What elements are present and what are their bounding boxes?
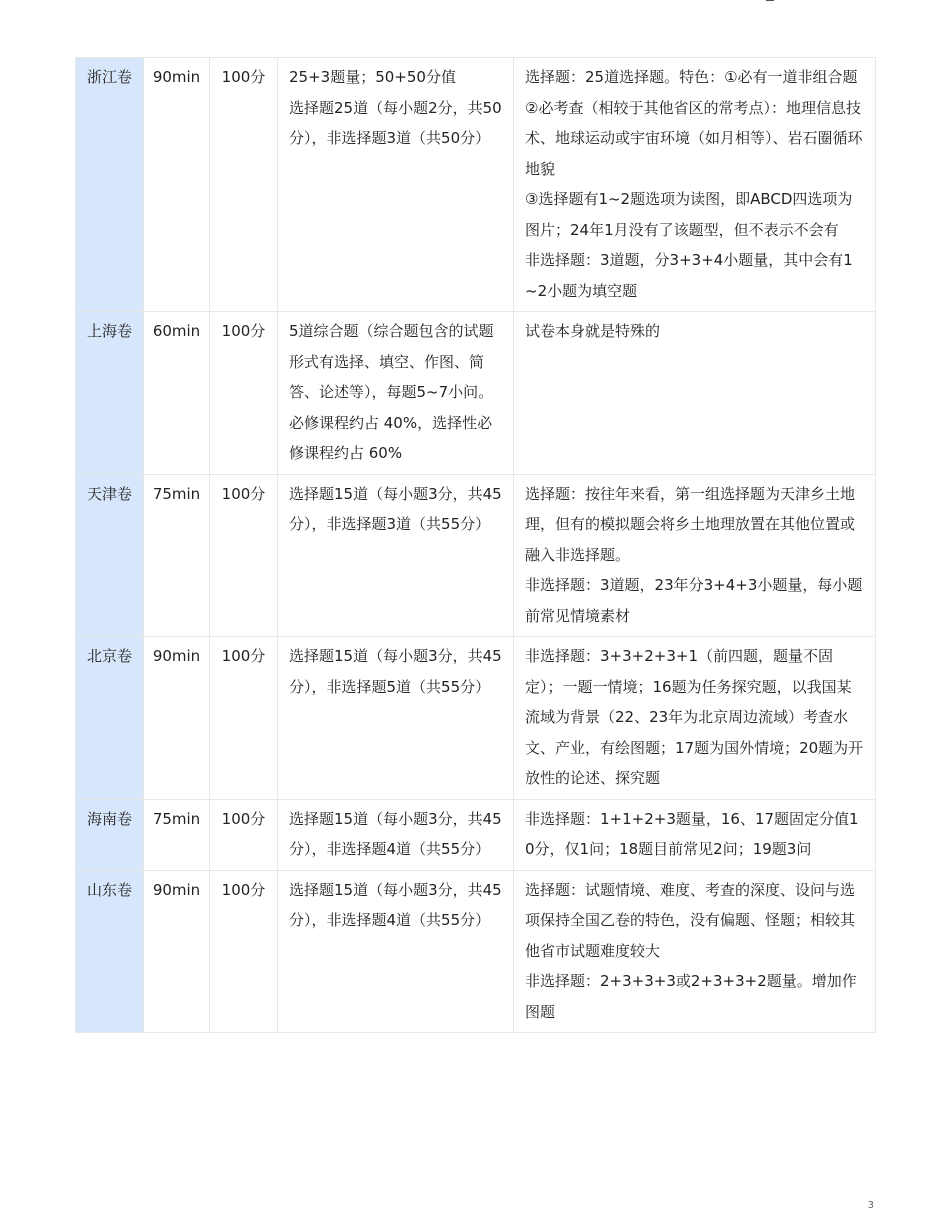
- structure-cell: [278, 799, 514, 870]
- duration-cell: 60min: [144, 312, 210, 475]
- top-edge-mark: [766, 0, 774, 1]
- structure-cell: [278, 637, 514, 800]
- score-cell: 100分: [210, 870, 278, 1033]
- features-cell: [514, 58, 876, 312]
- page-number: 3: [867, 1200, 874, 1211]
- score-cell: 100分: [210, 312, 278, 475]
- region-cell: 山东卷: [76, 870, 144, 1033]
- table-row: [76, 870, 876, 1033]
- region-cell: 天津卷: [76, 474, 144, 637]
- region-cell: 海南卷: [76, 799, 144, 870]
- region-cell: 上海卷: [76, 312, 144, 475]
- structure-line: 选择题15道（每小题3分，共45分），非选择题4道（共55分）: [289, 809, 502, 858]
- feature-line: ②必考查（相较于其他省区的常考点）：地理信息技术、地球运动或宇宙环境（如月相等）、岩石圈循环地貌: [525, 98, 863, 178]
- table-row: [76, 799, 876, 870]
- feature-line: 非选择题：3+3+2+3+1（前四题，题量不固定）；一题一情境；16题为任务探究题，以我国某流域为背景（22、23年为北京周边流域）考查水文、产业，有绘图题；17题为国外情境；20题为开放性的论述、探究题: [525, 647, 864, 787]
- table-row: [76, 312, 876, 475]
- structure-line: 5道综合题（综合题包含的试题形式有选择、填空、作图、简答、论述等），每题5~7小问。必修课程约占 40%，选择性必修课程约占 60%: [289, 322, 494, 462]
- score-cell: 100分: [210, 58, 278, 312]
- features-cell: [514, 637, 876, 800]
- feature-line: 选择题：25道选择题。特色：①必有一道非组合题: [525, 68, 858, 86]
- structure-cell: [278, 312, 514, 475]
- structure-line: 选择题25道（每小题2分，共50分），非选择题3道（共50分）: [289, 98, 502, 147]
- table-row: [76, 474, 876, 637]
- score-cell: 100分: [210, 799, 278, 870]
- structure-cell: [278, 870, 514, 1033]
- feature-line: 非选择题：3道题，23年分3+4+3小题量，每小题前常见情境素材: [525, 576, 863, 625]
- score-cell: 100分: [210, 637, 278, 800]
- feature-line: 非选择题：2+3+3+3或2+3+3+2题量。增加作图题: [525, 972, 857, 1021]
- structure-cell: [278, 474, 514, 637]
- features-cell: [514, 312, 876, 475]
- structure-line: 25+3题量；50+50分值: [289, 68, 456, 86]
- features-cell: [514, 474, 876, 637]
- region-cell: 北京卷: [76, 637, 144, 800]
- feature-line: 非选择题：1+1+2+3题量，16、17题固定分值10分，仅1问；18题目前常见2问；19题3问: [525, 809, 859, 858]
- feature-line: 试卷本身就是特殊的: [525, 322, 661, 340]
- duration-cell: 90min: [144, 58, 210, 312]
- duration-cell: 75min: [144, 799, 210, 870]
- feature-line: 选择题：试题情境、难度、考查的深度、设问与选项保持全国乙卷的特色，没有偏题、怪题；相较其他省市试题难度较大: [525, 880, 856, 960]
- duration-cell: 75min: [144, 474, 210, 637]
- features-cell: [514, 799, 876, 870]
- structure-line: 选择题15道（每小题3分，共45分），非选择题5道（共55分）: [289, 647, 502, 696]
- structure-line: 选择题15道（每小题3分，共45分），非选择题3道（共55分）: [289, 484, 502, 533]
- table-row: [76, 637, 876, 800]
- score-cell: 100分: [210, 474, 278, 637]
- duration-cell: 90min: [144, 637, 210, 800]
- region-cell: 浙江卷: [76, 58, 144, 312]
- table-row: [76, 58, 876, 312]
- feature-line: 非选择题：3道题，分3+3+4小题量，其中会有1~2小题为填空题: [525, 251, 853, 300]
- exam-format-table: [75, 57, 876, 1033]
- feature-line: ③选择题有1~2题选项为读图，即ABCD四选项为图片；24年1月没有了该题型，但不表示不会有: [525, 190, 853, 239]
- features-cell: [514, 870, 876, 1033]
- structure-cell: [278, 58, 514, 312]
- duration-cell: 90min: [144, 870, 210, 1033]
- structure-line: 选择题15道（每小题3分，共45分），非选择题4道（共55分）: [289, 880, 502, 929]
- feature-line: 选择题：按往年来看，第一组选择题为天津乡土地理，但有的模拟题会将乡土地理放置在其他位置或融入非选择题。: [525, 484, 856, 564]
